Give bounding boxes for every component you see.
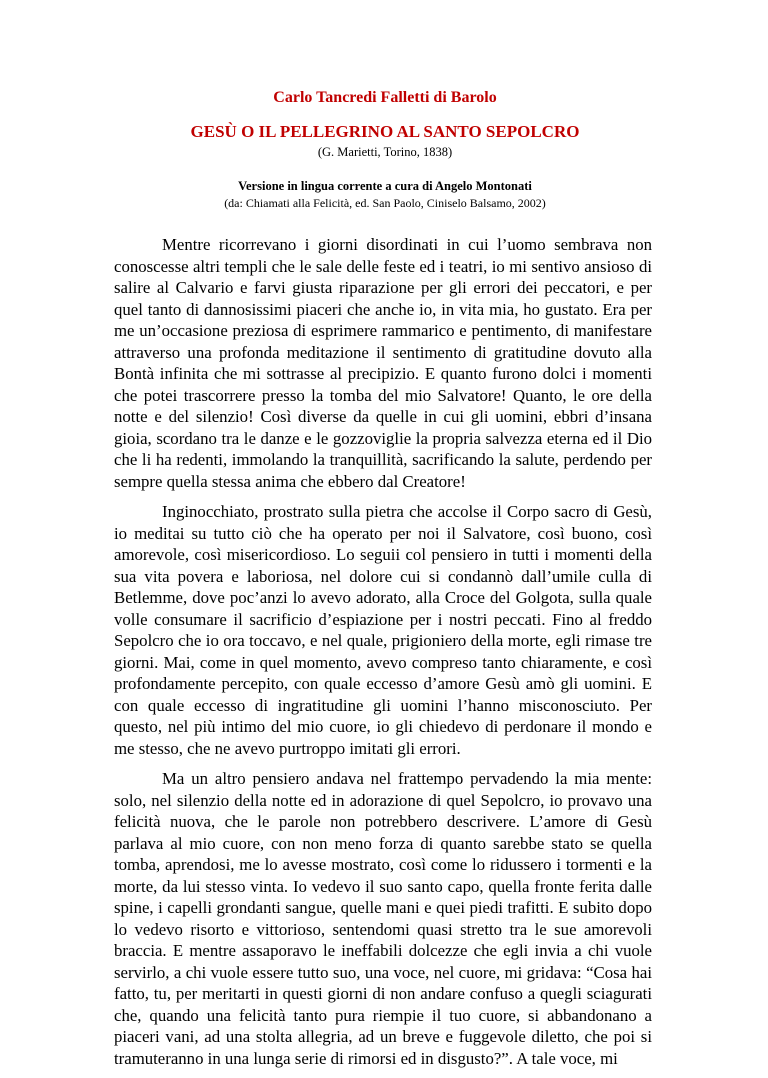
version-credit: Versione in lingua corrente a cura di Angelo Montonati — [238, 179, 532, 193]
paragraph-3: Ma un altro pensiero andava nel frattempo pervadendo la mia mente: solo, nel silenzio della notte ed in adorazione di quel Sepolcro, io provavo una felicità nuova, che le parole non potrebbero descrivere. L’amore di Gesù parlava al mio cuore, con non meno forza di quanto sarebbe stato se quella tomba, aprendosi, me lo avesse mostrato, così come lo ridussero i tormenti e la morte, da lui stesso vinta. Io vedevo il suo santo capo, quella fronte ferita dalle spine, i capelli grondanti sangue, quelle mani e quei piedi trafitti. E subito dopo lo vedevo risorto e vittorioso, sentendomi quasi stretto tra le sue amorevoli braccia. E mentre assaporavo le ineffabili dolcezze che egli invia a chi vuole servirlo, a chi vuole essere tutto suo, una voce, nel cuore, mi gridava: “Cosa hai fatto, tu, per meritarti in questi giorni di non andare confuso a quegli sciagurati che, quando una felicità tanto pura riempie il tuo cuore, si abbandonano a piaceri vani, ad una stolta allegria, ad un breve e fuggevole diletto, che poi si tramuteranno in una lunga serie di rimorsi ed in disgusto?”. A tale voce, mi — [114, 769, 652, 1068]
author-heading: Carlo Tancredi Falletti di Barolo — [273, 89, 497, 106]
paragraph-1: Mentre ricorrevano i giorni disordinati in cui l’uomo sembrava non conoscesse altri templi che le sale delle feste ed i teatri, io mi sentivo ansioso di salire al Calvario e farvi giusta riparazione per gli errori dei peccatori, e per quel tanto di dannosissimi piaceri che anche io, in vita mia, ho gustato. Era per me un’occasione preziosa di esprimere rammarico e pentimento, di manifestare attraverso una profonda meditazione il sentimento di gratitudine dovuto alla Bontà infinita che mi sottrasse al precipizio. E quanto furono dolci i momenti che potei trascorrere presso la tomba del mio Salvatore! Quanto, le ore della notte e del silenzio! Così diverse da quelle in cui gli uomini, ebbri d’insana gioia, scordano tra le danze e le gozzoviglie la propria salvezza eterna ed il Dio che li ha redenti, immolando la tranquillità, sacrificando la salute, perdendo per sempre quella stessa anima che ebbero dal Creatore! — [114, 235, 652, 491]
source-note: (da: Chiamati alla Felicità, ed. San Paolo, Ciniselo Balsamo, 2002) — [224, 196, 546, 210]
edition-note: (G. Marietti, Torino, 1838) — [317, 145, 453, 159]
body-text — [114, 234, 652, 1078]
document-title: GESÙ O IL PELLEGRINO AL SANTO SEPOLCRO — [190, 122, 580, 141]
paragraph-2: Inginocchiato, prostrato sulla pietra che accolse il Corpo sacro di Gesù, io meditai su tutto ciò che ha operato per noi il Salvatore, così buono, così amorevole, così misericordioso. Lo seguii col pensiero in tutti i momenti della sua vita povera e laboriosa, nel dolore cui si condannò dall’umile culla di Betlemme, dove poc’anzi lo avevo adorato, alla Croce del Golgota, sulla quale volle consumare il sacrificio d’espiazione per i nostri peccati. Fino al freddo Sepolcro che io ora toccavo, e nel quale, prigioniero della morte, egli rimase tre giorni. Mai, come in quel momento, avevo compreso tanto chiaramente, e così profondamente percepito, con quale eccesso d’amore Gesù amò gli uomini. E con quale eccesso di ingratitudine gli uomini l’hanno misconosciuto. Per questo, nel più intimo del mio cuore, io gli chiedevo di perdonare il mondo e me stesso, che ne avevo purtroppo imitati gli errori. — [114, 502, 652, 758]
